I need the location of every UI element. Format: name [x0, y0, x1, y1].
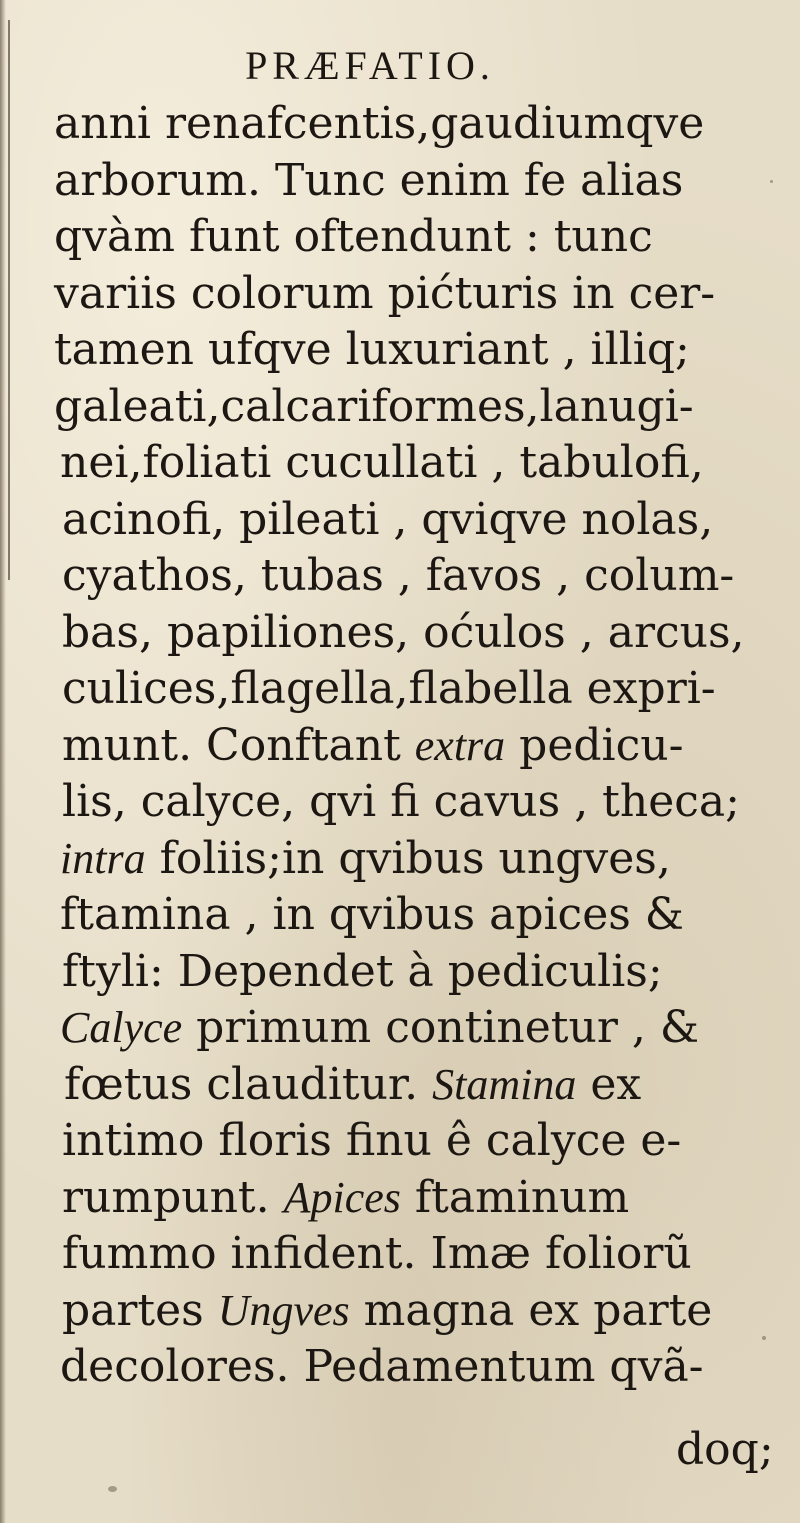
- text-run: ex: [576, 1059, 642, 1110]
- running-header: PRÆFATIO.: [245, 43, 495, 88]
- text-run: partes: [62, 1285, 218, 1336]
- paper-speck: [770, 180, 773, 183]
- text-run: primum continetur , &: [182, 1002, 699, 1053]
- text-run: tamen ufqve luxuriant , illiq;: [54, 324, 690, 375]
- text-line: [60, 1000, 699, 1056]
- italic-term: extra: [414, 721, 506, 770]
- text-line: [62, 944, 663, 1000]
- text-run: qvàm funt oftendunt : tunc: [54, 211, 653, 262]
- text-run: ftaminum: [400, 1172, 630, 1223]
- text-run: foliis;in qvibus ungves,: [145, 833, 671, 884]
- text-line: [62, 1113, 681, 1169]
- paper-speck: [762, 1336, 766, 1340]
- text-line: [54, 153, 683, 209]
- text-line: [54, 266, 715, 322]
- text-run: fœtus clauditur.: [64, 1059, 433, 1110]
- text-line: [62, 492, 713, 548]
- text-line: [54, 96, 704, 152]
- text-line: [60, 1339, 704, 1395]
- text-run: decolores. Pedamentum qvã-: [60, 1341, 704, 1392]
- text-run: fummo infident. Imæ foliorũ: [62, 1228, 692, 1279]
- text-line: [54, 379, 694, 435]
- text-line: [60, 435, 704, 491]
- text-run: magna ex parte: [349, 1285, 713, 1336]
- text-run: acinofi, pileati , qviqve nolas,: [62, 494, 714, 545]
- text-line: [62, 774, 740, 830]
- text-line: [62, 661, 716, 717]
- text-run: lis, calyce, qvi fi cavus , theca;: [62, 776, 740, 827]
- text-line: [60, 831, 671, 887]
- text-line: [60, 887, 684, 943]
- text-run: galeati,calcariformes,lanugi-: [54, 381, 694, 432]
- text-line: [62, 1226, 692, 1282]
- italic-term: Ungves: [217, 1286, 350, 1335]
- text-run: anni renafcentis,gaudiumqve: [54, 98, 705, 149]
- text-run: bas, papiliones, oćulos , arcus,: [62, 607, 745, 658]
- text-run: culices,flagella,flabella expri-: [62, 663, 716, 714]
- text-line: [62, 548, 734, 604]
- text-line: [54, 322, 690, 378]
- catchword: doq;: [676, 1424, 774, 1475]
- text-line: [54, 209, 653, 265]
- text-run: ftamina , in qvibus apices &: [60, 889, 684, 940]
- text-line: [62, 1283, 712, 1339]
- italic-term: Apices: [283, 1173, 401, 1222]
- page-gutter-line: [8, 20, 10, 580]
- italic-term: Calyce: [60, 1003, 183, 1052]
- italic-term: intra: [60, 834, 146, 883]
- text-run: pedicu-: [505, 720, 684, 771]
- text-line: [62, 1170, 629, 1226]
- text-run: intimo floris finu ê calyce e-: [62, 1115, 682, 1166]
- italic-term: Stamina: [432, 1060, 577, 1109]
- text-run: nei,foliati cucullati , tabulofi,: [60, 437, 704, 488]
- text-run: munt. Conftant: [62, 720, 415, 771]
- text-run: rumpunt.: [62, 1172, 284, 1223]
- page-gutter-shadow: [0, 0, 6, 1523]
- text-line: [64, 1057, 641, 1113]
- text-run: cyathos, tubas , favos , colum-: [62, 550, 735, 601]
- text-line: [62, 605, 745, 661]
- paper-speck: [108, 1486, 117, 1492]
- text-run: ftyli: Dependet à pediculis;: [62, 946, 663, 997]
- text-run: variis colorum pićturis in cer-: [54, 268, 716, 319]
- text-run: arborum. Tunc enim fe alias: [54, 155, 684, 206]
- text-line: [62, 718, 683, 774]
